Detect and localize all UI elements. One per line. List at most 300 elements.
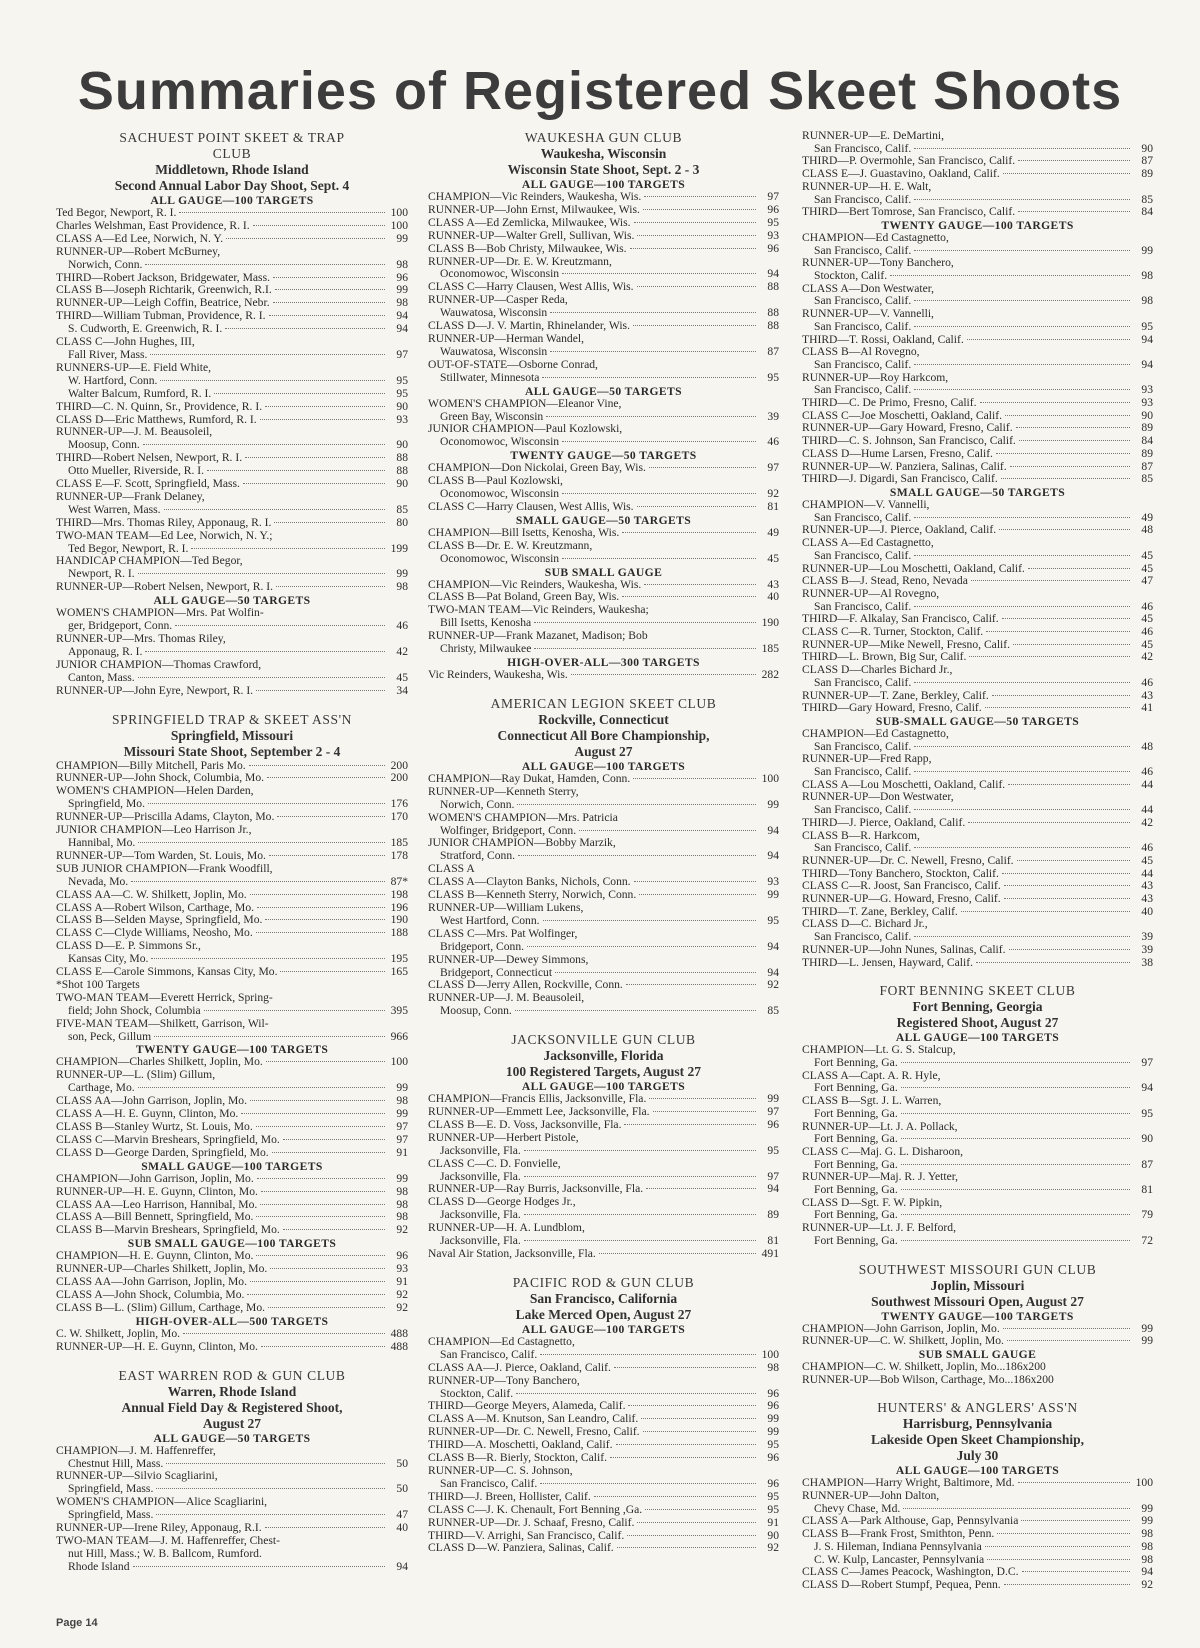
- result-entry: RUNNER-UP—C. W. Shilkett, Joplin, Mo.: [802, 1335, 1004, 1348]
- dot-leader: [1003, 173, 1130, 174]
- result-line: [428, 540, 779, 553]
- result-entry: CLASS E—F. Scott, Springfield, Mass.: [56, 478, 240, 491]
- result-score: 89: [767, 1208, 779, 1222]
- result-score: 48: [1141, 739, 1153, 753]
- result-entry: CLASS A—Don Westwater,: [802, 282, 935, 295]
- dot-leader: [183, 1333, 385, 1334]
- result-score: 39: [1141, 930, 1153, 944]
- result-entry: CLASS B—R. Harkcom,: [802, 829, 920, 842]
- result-line: [56, 785, 408, 798]
- dot-leader: [175, 625, 385, 626]
- club-name: CLUB: [212, 146, 252, 161]
- dot-leader: [914, 389, 1130, 390]
- event-title: Connecticut All Bore Championship,: [497, 727, 710, 743]
- result-entry: RUNNER-UP—E. DeMartini,: [802, 130, 945, 142]
- result-score: 190: [390, 913, 408, 927]
- result-line: [428, 876, 779, 889]
- dot-leader: [914, 555, 1130, 556]
- result-entry: RUNNER-UP—Al Rovegno,: [802, 587, 940, 600]
- dot-leader: [524, 1214, 756, 1215]
- result-entry: TWO-MAN TEAM—Vic Reinders, Waukesha;: [428, 604, 649, 617]
- result-score: 99: [767, 1412, 779, 1426]
- result-line: [802, 1184, 1153, 1197]
- result-line: [802, 804, 1153, 817]
- result-line: [428, 436, 779, 449]
- result-line: [802, 1503, 1153, 1516]
- dot-leader: [550, 351, 756, 352]
- club-name: JACKSONVILLE GUN CLUB: [511, 1032, 696, 1048]
- result-entry: SUB JUNIOR CHAMPION—Frank Woodfill,: [56, 862, 273, 875]
- result-entry: CLASS AA—Leo Harrison, Hannibal, Mo.: [56, 1198, 258, 1211]
- club-location: Joplin, Missouri: [930, 1277, 1025, 1293]
- result-line: [428, 1093, 779, 1106]
- result-entry: RUNNER-UP—J. Pierce, Oakland, Calif.: [802, 524, 997, 537]
- result-line: [802, 512, 1153, 525]
- result-score: 99: [396, 1081, 408, 1095]
- result-entry: CHAMPION—Vic Reinders, Waukesha, Wis.: [428, 578, 642, 591]
- result-entry: CLASS AA—C. W. Shilkett, Joplin, Mo.: [56, 888, 247, 901]
- result-score: 491: [761, 1247, 779, 1260]
- result-line: [802, 1082, 1153, 1095]
- result-line: [428, 204, 779, 217]
- result-entry: CHAMPION—Lt. G. S. Stalcup,: [802, 1044, 956, 1057]
- club-name: SACHUEST POINT SKEET & TRAP: [119, 130, 345, 145]
- result-entry: Carthage, Mo.: [68, 1082, 135, 1095]
- result-line: [428, 1439, 779, 1452]
- result-entry: CLASS C—Joe Moschetti, Oakland, Calif.: [802, 409, 1002, 422]
- result-entry: Vic Reinders, Waukesha, Wis.: [428, 669, 568, 681]
- result-score: 96: [767, 1399, 779, 1413]
- result-line: [428, 1336, 779, 1349]
- result-line: [802, 1515, 1153, 1528]
- result-score: 42: [1141, 650, 1153, 664]
- result-entry: RUNNER-UP—W. Panziera, Salinas, Calif.: [802, 460, 1007, 473]
- event-category: SMALL GAUGE—50 TARGETS: [889, 485, 1066, 499]
- dot-leader: [996, 453, 1130, 454]
- result-score: 282: [761, 668, 779, 681]
- result-entry: THIRD—Tony Banchero, Stockton, Calif.: [802, 867, 999, 880]
- result-score: 97: [767, 1169, 779, 1183]
- result-line: [802, 893, 1153, 906]
- dot-leader: [241, 1113, 385, 1114]
- result-entry: CLASS E—Carole Simmons, Kansas City, Mo.: [56, 966, 278, 979]
- result-score: 87: [1141, 1157, 1153, 1171]
- event-category: HIGH-OVER-ALL—300 TARGETS: [507, 656, 700, 669]
- dot-leader: [543, 920, 756, 921]
- result-entry: THIRD—Mrs. Thomas Riley, Apponaug, R. I.: [56, 516, 272, 529]
- result-entry: RUNNER-UP—L. (Slim) Gillum,: [56, 1069, 216, 1082]
- result-line: [428, 630, 779, 643]
- result-entry: CLASS D—Hume Larsen, Fresno, Calif.: [802, 447, 993, 460]
- dot-leader: [622, 596, 756, 597]
- result-score: 87: [1141, 154, 1153, 168]
- result-line: [56, 1224, 408, 1237]
- result-line: [428, 423, 779, 436]
- result-line: [428, 217, 779, 230]
- result-line: [56, 889, 408, 902]
- result-entry: Fort Benning, Ga.: [814, 1184, 898, 1197]
- result-score: 88: [767, 280, 779, 294]
- result-entry: RUNNER-UP—Priscilla Adams, Clayton, Mo.: [56, 811, 275, 824]
- result-score: 40: [1141, 904, 1153, 918]
- club-location: Middletown, Rhode Island: [155, 162, 309, 177]
- result-entry: RUNNER-UP—Gary Howard, Fresno, Calif.: [802, 422, 1013, 435]
- result-score: 99: [396, 231, 408, 245]
- dot-leader: [914, 746, 1130, 747]
- result-score: 92: [1141, 1577, 1153, 1591]
- dot-leader: [1008, 784, 1130, 785]
- result-entry: JUNIOR CHAMPION—Leo Harrison Jr.,: [56, 824, 252, 837]
- dot-leader: [637, 286, 756, 287]
- result-line: [428, 604, 779, 617]
- result-entry: RUNNER-UP—Dr. C. Newell, Fresno, Calif.: [802, 854, 1014, 867]
- result-score: 94: [767, 267, 779, 281]
- dot-leader: [633, 778, 756, 779]
- result-score: 45: [1141, 637, 1153, 651]
- dot-leader: [914, 148, 1130, 149]
- result-line: [802, 817, 1153, 830]
- result-line: [428, 1119, 779, 1132]
- result-entry: CHAMPION—Charles Shilkett, Joplin, Mo.: [56, 1056, 263, 1069]
- result-line: [428, 825, 779, 838]
- result-score: 97: [767, 461, 779, 475]
- dot-leader: [914, 326, 1130, 327]
- result-entry: CLASS B—Sgt. J. L. Warren,: [802, 1095, 942, 1108]
- result-entry: RUNNERS-UP—E. Field White,: [56, 361, 212, 374]
- result-entry: RUNNER-UP—Emmett Lee, Jacksonville, Fla.: [428, 1106, 650, 1119]
- result-score: 48: [1141, 523, 1153, 537]
- dot-leader: [643, 1431, 756, 1432]
- result-line: [428, 1209, 779, 1222]
- result-entry: CLASS B—J. Stead, Reno, Nevada: [802, 575, 968, 588]
- result-line: [802, 143, 1153, 156]
- result-score: 87: [1141, 459, 1153, 473]
- result-line: [802, 194, 1153, 207]
- result-line: [428, 1362, 779, 1375]
- result-line: [802, 842, 1153, 855]
- result-score: 85: [767, 1004, 779, 1018]
- result-score: 95: [767, 913, 779, 927]
- result-entry: CLASS B—Kenneth Sterry, Norwich, Conn.: [428, 889, 637, 902]
- result-line: [802, 779, 1153, 792]
- dot-leader: [138, 1087, 385, 1088]
- result-score: 87: [767, 344, 779, 358]
- result-line: [428, 268, 779, 281]
- result-line: [802, 270, 1153, 283]
- result-line: [56, 1018, 408, 1031]
- result-line: [56, 1031, 408, 1044]
- result-score: 97: [396, 1120, 408, 1133]
- result-entry: San Francisco, Calif.: [440, 1477, 538, 1490]
- result-score: 34: [396, 683, 408, 697]
- column-3: [802, 130, 1153, 1592]
- dot-leader: [1001, 478, 1130, 479]
- result-line: [802, 601, 1153, 614]
- column-2: [428, 130, 779, 1555]
- club-name: SOUTHWEST MISSOURI GUN CLUB: [858, 1261, 1097, 1277]
- result-entry: Fort Benning, Ga.: [814, 1107, 898, 1120]
- result-line: [56, 927, 408, 940]
- result-entry: RUNNER-UP—Herman Wandel,: [428, 332, 584, 345]
- dot-leader: [976, 962, 1130, 963]
- result-score: 97: [767, 1105, 779, 1119]
- result-line: [428, 333, 779, 346]
- result-entry: Chestnut Hill, Mass.: [68, 1457, 164, 1470]
- result-entry: RUNNER-UP—John Nunes, Salinas, Calif.: [802, 943, 1006, 956]
- dot-leader: [562, 558, 756, 559]
- result-entry: THIRD—George Meyers, Alameda, Calif.: [428, 1400, 626, 1413]
- result-line: [428, 902, 779, 915]
- club-location: Warren, Rhode Island: [167, 1383, 297, 1399]
- result-line: [802, 473, 1153, 486]
- club-location: Springfield, Missouri: [170, 727, 294, 743]
- result-entry: CLASS A—M. Knutson, San Leandro, Calif.: [428, 1413, 639, 1426]
- dot-leader: [550, 312, 756, 313]
- result-entry: RUNNER-UP—Dr. J. Schaaf, Fresno, Calif.: [428, 1516, 635, 1529]
- dot-leader: [164, 509, 385, 510]
- dot-leader: [914, 199, 1130, 200]
- dot-leader: [624, 1124, 756, 1125]
- result-entry: THIRD—T. Rossi, Oakland, Calif.: [802, 333, 964, 346]
- result-entry: Oconomowoc, Wisconsin: [440, 488, 560, 501]
- result-entry: RUNNER-UP—Walter Grell, Sullivan, Wis.: [428, 229, 635, 242]
- result-line: [56, 504, 408, 517]
- result-entry: THIRD—T. Zane, Berkley, Calif.: [802, 905, 958, 918]
- result-score: 45: [396, 670, 408, 684]
- result-entry: RUNNER-UP—Dewey Simmons,: [428, 953, 589, 966]
- dot-leader: [901, 1189, 1130, 1190]
- dot-leader: [540, 1483, 756, 1484]
- club-section: [428, 1261, 779, 1555]
- dot-leader: [260, 419, 385, 420]
- dot-leader: [1018, 160, 1130, 161]
- result-score: 92: [396, 1287, 408, 1301]
- result-score: 98: [1141, 1527, 1153, 1541]
- result-entry: CLASS B—Selden Mayse, Springfield, Mo.: [56, 914, 263, 927]
- result-line: [56, 284, 408, 297]
- dot-leader: [639, 894, 756, 895]
- result-entry: THIRD—C. N. Quinn, Sr., Providence, R. I.: [56, 400, 263, 413]
- result-line: [56, 1173, 408, 1186]
- result-score: 185: [390, 835, 408, 849]
- result-line: [428, 1388, 779, 1401]
- result-line: [802, 690, 1153, 703]
- result-score: 100: [390, 218, 408, 232]
- dot-leader: [268, 1307, 385, 1308]
- result-entry: Walter Balcum, Rumford, R. I.: [68, 387, 212, 400]
- dot-leader: [914, 771, 1130, 772]
- result-line: [802, 155, 1153, 168]
- result-line: [428, 1400, 779, 1413]
- result-entry: Ted Begor, Newport, R. I.: [68, 542, 189, 555]
- club-section: [56, 130, 408, 698]
- dot-leader: [571, 674, 756, 675]
- result-entry: Jacksonville, Fla.: [440, 1209, 521, 1222]
- result-line: [56, 426, 408, 439]
- result-entry: Fall River, Mass.: [68, 348, 148, 361]
- result-entry: San Francisco, Calif.: [814, 320, 912, 333]
- result-entry: Chevy Chase, Md.: [814, 1502, 901, 1515]
- result-entry: RUNNER-UP—Herbert Pistole,: [428, 1131, 579, 1144]
- result-line: [802, 334, 1153, 347]
- result-line: [428, 191, 779, 204]
- result-entry: Charles Welshman, East Providence, R. I.: [56, 219, 250, 232]
- result-line: [802, 1579, 1153, 1592]
- result-entry: THIRD—J. Digardi, San Francisco, Calif.: [802, 473, 998, 486]
- result-line: [56, 555, 408, 568]
- event-category: HIGH-OVER-ALL—500 TARGETS: [135, 1314, 329, 1328]
- page-number: Page 14: [56, 1617, 98, 1629]
- result-score: 42: [1141, 815, 1153, 829]
- result-line: [56, 824, 408, 837]
- result-score: 98: [396, 257, 408, 271]
- result-score: 176: [390, 797, 408, 811]
- event-category: ALL GAUGE—50 TARGETS: [153, 594, 311, 608]
- result-entry: THIRD—A. Moschetti, Oakland, Calif.: [428, 1439, 613, 1452]
- result-score: 43: [1141, 879, 1153, 893]
- dot-leader: [599, 1253, 756, 1254]
- result-line: [802, 880, 1153, 893]
- result-entry: CLASS B—Bob Christy, Milwaukee, Wis.: [428, 242, 627, 255]
- result-line: [802, 855, 1153, 868]
- event-category: SUB SMALL GAUGE: [544, 565, 663, 579]
- result-score: 40: [767, 590, 779, 604]
- result-line: [428, 346, 779, 359]
- result-entry: CLASS C—C. D. Fonvielle,: [428, 1157, 561, 1170]
- dot-leader: [628, 1405, 756, 1406]
- dot-leader: [914, 809, 1130, 810]
- result-entry: Otto Mueller, Riverside, R. I.: [68, 465, 205, 478]
- result-entry: CLASS B—Stanley Wurtz, St. Louis, Mo.: [56, 1121, 253, 1133]
- result-entry: CLASS C—Marvin Breshears, Springfield, Mo.: [56, 1133, 280, 1146]
- result-entry: CLASS D—Jerry Allen, Rockville, Conn.: [428, 979, 623, 992]
- result-entry: San Francisco, Calif.: [814, 549, 912, 562]
- result-score: 46: [1141, 841, 1153, 855]
- dot-leader: [617, 1547, 756, 1548]
- result-line: [802, 639, 1153, 652]
- result-score: 46: [1141, 765, 1153, 779]
- result-line: [802, 1044, 1153, 1057]
- result-entry: HANDICAP CHAMPION—Ted Begor,: [56, 555, 243, 568]
- result-entry: CHAMPION—C. W. Shilkett, Joplin, Mo...186x200: [802, 1360, 1046, 1373]
- result-score: 94: [396, 322, 408, 336]
- event-category: SUB SMALL GAUGE: [918, 1347, 1037, 1361]
- result-score: 99: [767, 888, 779, 902]
- section-gap: [802, 1386, 1153, 1400]
- result-score: 95: [767, 1502, 779, 1516]
- result-score: 46: [767, 435, 779, 449]
- result-line: [428, 1491, 779, 1504]
- dot-leader: [527, 946, 756, 947]
- event-title: Lake Merced Open, August 27: [515, 1306, 692, 1322]
- result-line: [56, 1095, 408, 1108]
- result-line: [56, 349, 408, 362]
- dot-leader: [644, 584, 756, 585]
- dot-leader: [992, 695, 1130, 696]
- dot-leader: [637, 1522, 756, 1523]
- club-name: WAUKESHA GUN CLUB: [524, 130, 683, 145]
- club-section: [56, 1354, 408, 1574]
- result-score: 185: [761, 642, 779, 656]
- event-category: TWENTY GAUGE—50 TARGETS: [510, 449, 697, 463]
- dot-leader: [967, 339, 1130, 340]
- event-category: ALL GAUGE—100 TARGETS: [895, 1031, 1060, 1045]
- result-line: [802, 588, 1153, 601]
- result-line: [56, 992, 408, 1005]
- result-score: 99: [1141, 243, 1153, 257]
- result-line: [56, 1328, 408, 1341]
- result-entry: Moosup, Conn.: [440, 1005, 512, 1018]
- dot-leader: [517, 804, 756, 805]
- result-entry: San Francisco, Calif.: [814, 511, 912, 524]
- result-line: [802, 753, 1153, 766]
- result-line: [428, 1542, 779, 1555]
- dot-leader: [901, 1214, 1130, 1215]
- result-line: [56, 1147, 408, 1160]
- result-score: 46: [1141, 599, 1153, 613]
- result-line: [56, 1548, 408, 1561]
- result-entry: RUNNER-UP—Robert Nelsen, Newport, R. I.: [56, 581, 274, 594]
- result-line: [428, 1504, 779, 1517]
- event-category: SMALL GAUGE—100 TARGETS: [141, 1159, 323, 1173]
- result-score: 99: [767, 797, 779, 811]
- result-entry: RUNNER-UP—Mrs. Thomas Riley,: [56, 633, 226, 645]
- dot-leader: [637, 506, 756, 507]
- dot-leader: [987, 1559, 1130, 1560]
- result-line: [56, 388, 408, 401]
- result-entry: THIRD—J. Breen, Hollister, Calif.: [428, 1490, 591, 1503]
- result-entry: Ted Begor, Newport, R. I.: [56, 207, 177, 219]
- result-entry: Christy, Milwaukee: [440, 643, 532, 656]
- dot-leader: [272, 1152, 385, 1153]
- result-line: [428, 1517, 779, 1530]
- result-line: [428, 967, 779, 980]
- result-score: 91: [396, 1275, 408, 1289]
- result-score: 99: [767, 1092, 779, 1106]
- result-line: [802, 868, 1153, 881]
- result-entry: RUNNER-UP—J. M. Beausoleil,: [428, 992, 585, 1005]
- event-title: Annual Field Day & Registered Shoot,: [121, 1399, 343, 1415]
- result-entry: RUNNER-UP—Robert McBurney,: [56, 245, 221, 258]
- result-line: [56, 401, 408, 414]
- result-entry: C. W. Kulp, Lancaster, Pennsylvania: [814, 1553, 985, 1566]
- dot-leader: [1004, 1584, 1130, 1585]
- result-score: 80: [396, 515, 408, 529]
- result-entry: San Francisco, Calif.: [814, 931, 912, 944]
- result-entry: Rhode Island: [68, 1560, 130, 1573]
- event-category: ALL GAUGE—50 TARGETS: [524, 384, 683, 398]
- result-entry: CLASS AA—John Garrison, Joplin, Mo.: [56, 1095, 247, 1108]
- result-line: [56, 798, 408, 811]
- event-category: ALL GAUGE—100 TARGETS: [521, 1322, 686, 1336]
- result-entry: RUNNER-UP—C. S. Johnson,: [428, 1464, 573, 1477]
- result-line: [802, 957, 1153, 970]
- result-line: [56, 979, 408, 992]
- result-score: 97: [1141, 1056, 1153, 1069]
- result-score: 94: [767, 823, 779, 837]
- result-score: 94: [767, 939, 779, 953]
- dot-leader: [914, 517, 1130, 518]
- result-line: [56, 760, 408, 773]
- result-score: 43: [767, 577, 779, 591]
- event-category: ALL GAUGE—50 TARGETS: [153, 1431, 311, 1445]
- result-line: [428, 372, 779, 385]
- result-entry: CLASS B—Joseph Richtarik, Greenwich, R.I.: [56, 284, 272, 297]
- result-entry: San Francisco, Calif.: [814, 842, 912, 855]
- result-entry: Wauwatosa, Wisconsin: [440, 307, 548, 320]
- result-entry: RUNNER-UP—T. Zane, Berkley, Calif.: [802, 689, 989, 702]
- result-score: 95: [767, 1489, 779, 1503]
